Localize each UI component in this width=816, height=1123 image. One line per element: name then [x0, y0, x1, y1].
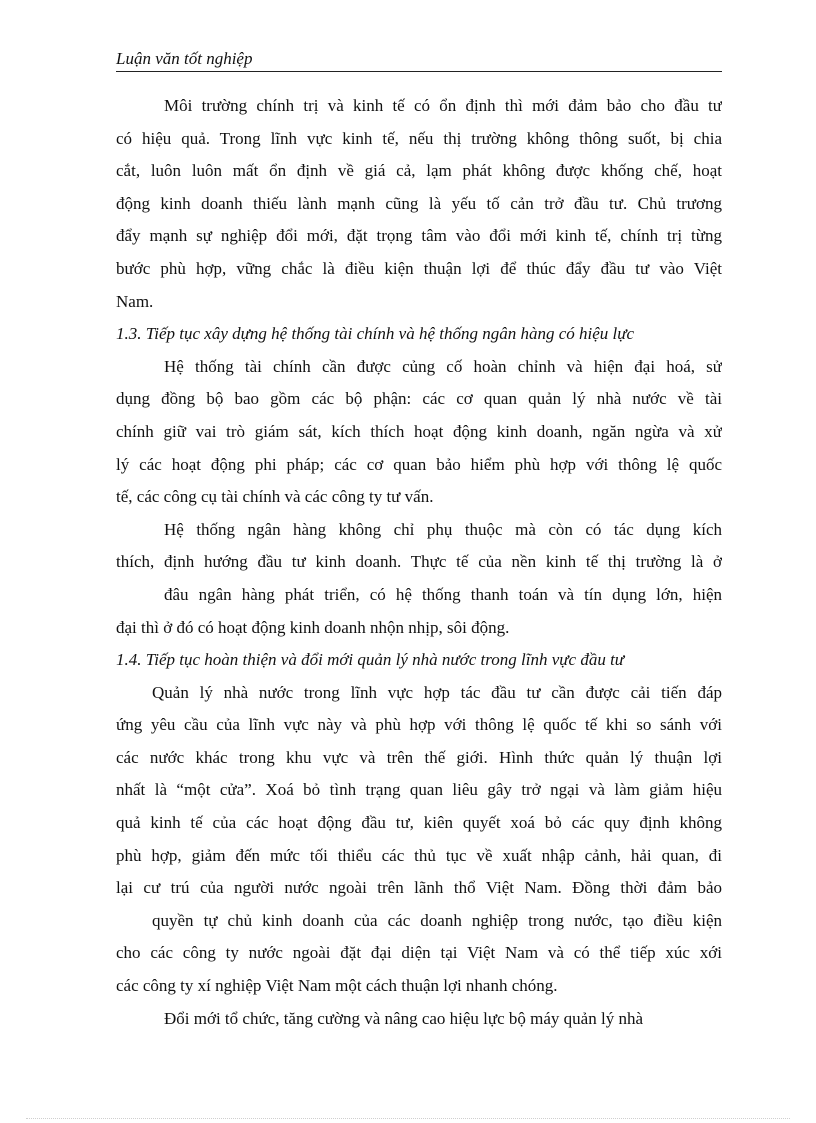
text-line: Hệ thống ngân hàng không chỉ phụ thuộc mà còn có tác dụng kích	[164, 519, 722, 539]
text-line: ứng yêu cầu của lĩnh vực này và phù hợp với thông lệ quốc tế khi so sánh với	[116, 715, 722, 735]
text-line: bước phù hợp, vững chắc là điều kiện thuận lợi để thúc đẩy đầu tư vào Việt	[116, 258, 722, 278]
text-line: các công ty xí nghiệp Việt Nam một cách thuận lợi nhanh chóng.	[116, 976, 558, 996]
text-line: các nước khác trong khu vực và trên thế giới. Hình thức quản lý thuận lợi	[116, 747, 722, 767]
text-line: cắt, luôn luôn mất ổn định về giá cả, lạm phát không được khống chế, hoạt	[116, 161, 722, 181]
text-line: phù hợp, giảm đến mức tối thiểu các thủ tục về xuất nhập cảnh, hải quan, đi	[116, 845, 722, 865]
text-line: động kinh doanh thiếu lành mạnh cũng là yếu tố cản trở đầu tư. Chủ trương	[116, 193, 722, 213]
text-line: lại cư trú của người nước ngoài trên lãnh thổ Việt Nam. Đồng thời đảm bảo	[116, 878, 722, 898]
text-line: Môi trường chính trị và kinh tế có ổn định thì mới đảm bảo cho đầu tư	[164, 96, 722, 115]
text-line: dụng đồng bộ bao gồm các bộ phận: các cơ quan quản lý nhà nước về tài	[116, 389, 722, 409]
text-line: tế, các công cụ tài chính và các công ty tư vấn.	[116, 487, 434, 507]
text-line: nhất là “một cửa”. Xoá bỏ tình trạng quan liêu gây trở ngại và làm giảm hiệu	[116, 780, 722, 800]
text-line: có hiệu quả. Trong lĩnh vực kinh tế, nếu thị trường không thông suốt, bị chia	[116, 128, 722, 148]
text-line: thích, định hướng đầu tư kinh doanh. Thực tế của nền kinh tế thị trường là ở	[116, 552, 722, 572]
text-line: Hệ thống tài chính cần được củng cố hoàn chỉnh và hiện đại hoá, sử	[164, 356, 722, 376]
body-text	[116, 90, 722, 1035]
text-line: Quản lý nhà nước trong lĩnh vực hợp tác đầu tư cần được cải tiến đáp	[152, 682, 722, 702]
text-line: quả kinh tế của các hoạt động đầu tư, kiên quyết xoá bỏ các quy định không	[116, 813, 722, 833]
running-header: Luận văn tốt nghiệp	[116, 48, 722, 72]
text-line: đẩy mạnh sự nghiệp đổi mới, đặt trọng tâm vào đổi mới kinh tế, chính trị từng	[116, 226, 722, 246]
text-line: lý các hoạt động phi pháp; các cơ quan bảo hiểm phù hợp với thông lệ quốc	[116, 454, 722, 474]
section-heading-1-3: 1.3. Tiếp tục xây dựng hệ thống tài chính và hệ thống ngân hàng có hiệu lực	[116, 324, 635, 344]
footer-divider	[26, 1118, 790, 1119]
text-line: chính giữ vai trò giám sát, kích thích hoạt động kinh doanh, ngăn ngừa và xử	[116, 421, 722, 441]
text-line: Nam.	[116, 291, 154, 311]
text-line: đâu ngân hàng phát triển, có hệ thống thanh toán và tín dụng lớn, hiện	[164, 584, 722, 604]
text-line: đại thì ở đó có hoạt động kinh doanh nhộn nhịp, sôi động.	[116, 617, 510, 637]
text-line: cho các công ty nước ngoài đặt đại diện tại Việt Nam và có thể tiếp xúc xới	[116, 943, 722, 963]
text-line: quyền tự chủ kinh doanh của các doanh nghiệp trong nước, tạo điều kiện	[152, 910, 722, 930]
section-heading-1-4: 1.4. Tiếp tục hoàn thiện và đổi mới quản lý nhà nước trong lĩnh vực đầu tư	[116, 650, 625, 670]
text-line: Đổi mới tổ chức, tăng cường và nâng cao hiệu lực bộ máy quản lý nhà	[164, 1008, 643, 1028]
